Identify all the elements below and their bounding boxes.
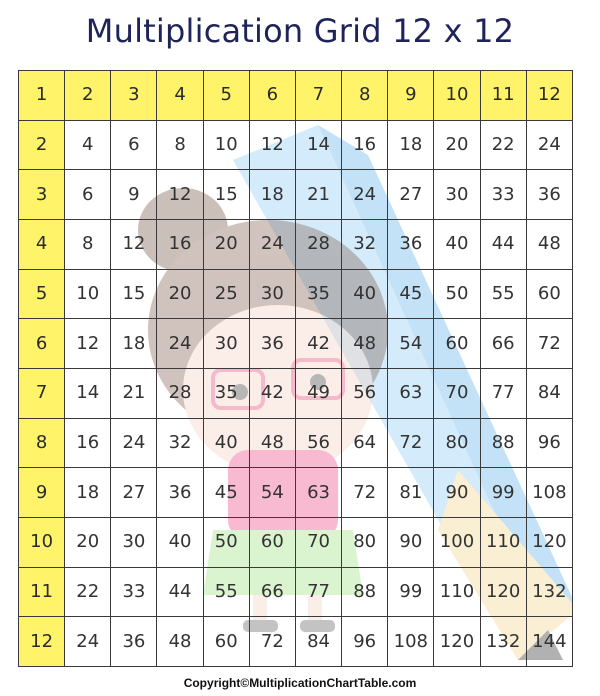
product-cell: 40 <box>157 517 203 567</box>
product-cell: 15 <box>203 170 249 220</box>
product-cell: 40 <box>342 269 388 319</box>
product-cell: 40 <box>203 418 249 468</box>
header-cell: 11 <box>19 567 65 617</box>
grid-row <box>19 170 573 220</box>
product-cell: 64 <box>342 418 388 468</box>
product-cell: 18 <box>249 170 295 220</box>
product-cell: 18 <box>65 468 111 518</box>
product-cell: 44 <box>480 219 526 269</box>
product-cell: 14 <box>65 368 111 418</box>
product-cell: 20 <box>203 219 249 269</box>
product-cell: 20 <box>157 269 203 319</box>
header-cell: 3 <box>111 71 157 121</box>
header-cell: 3 <box>19 170 65 220</box>
product-cell: 70 <box>295 517 341 567</box>
product-cell: 99 <box>480 468 526 518</box>
product-cell: 88 <box>480 418 526 468</box>
multiplication-grid <box>18 70 573 667</box>
product-cell: 48 <box>526 219 572 269</box>
product-cell: 42 <box>249 368 295 418</box>
product-cell: 50 <box>434 269 480 319</box>
product-cell: 72 <box>249 617 295 667</box>
grid-row <box>19 517 573 567</box>
product-cell: 30 <box>111 517 157 567</box>
product-cell: 96 <box>526 418 572 468</box>
product-cell: 10 <box>203 120 249 170</box>
product-cell: 72 <box>388 418 434 468</box>
header-cell: 4 <box>157 71 203 121</box>
product-cell: 20 <box>434 120 480 170</box>
product-cell: 12 <box>111 219 157 269</box>
product-cell: 8 <box>157 120 203 170</box>
product-cell: 45 <box>203 468 249 518</box>
product-cell: 63 <box>295 468 341 518</box>
product-cell: 110 <box>434 567 480 617</box>
product-cell: 108 <box>388 617 434 667</box>
header-cell: 10 <box>19 517 65 567</box>
product-cell: 84 <box>526 368 572 418</box>
grid-row <box>19 319 573 369</box>
product-cell: 63 <box>388 368 434 418</box>
product-cell: 4 <box>65 120 111 170</box>
grid-row <box>19 219 573 269</box>
product-cell: 25 <box>203 269 249 319</box>
product-cell: 9 <box>111 170 157 220</box>
product-cell: 30 <box>249 269 295 319</box>
product-cell: 18 <box>111 319 157 369</box>
product-cell: 12 <box>249 120 295 170</box>
header-cell: 7 <box>19 368 65 418</box>
header-cell: 2 <box>65 71 111 121</box>
product-cell: 36 <box>157 468 203 518</box>
product-cell: 35 <box>295 269 341 319</box>
product-cell: 24 <box>249 219 295 269</box>
product-cell: 60 <box>203 617 249 667</box>
product-cell: 44 <box>157 567 203 617</box>
product-cell: 48 <box>249 418 295 468</box>
header-cell: 10 <box>434 71 480 121</box>
product-cell: 50 <box>203 517 249 567</box>
product-cell: 24 <box>526 120 572 170</box>
product-cell: 24 <box>65 617 111 667</box>
product-cell: 21 <box>295 170 341 220</box>
product-cell: 55 <box>480 269 526 319</box>
product-cell: 77 <box>295 567 341 617</box>
product-cell: 70 <box>434 368 480 418</box>
product-cell: 12 <box>157 170 203 220</box>
product-cell: 81 <box>388 468 434 518</box>
product-cell: 45 <box>388 269 434 319</box>
product-cell: 30 <box>434 170 480 220</box>
product-cell: 22 <box>480 120 526 170</box>
header-cell: 2 <box>19 120 65 170</box>
product-cell: 84 <box>295 617 341 667</box>
header-cell: 5 <box>19 269 65 319</box>
product-cell: 36 <box>388 219 434 269</box>
product-cell: 27 <box>111 468 157 518</box>
product-cell: 120 <box>434 617 480 667</box>
product-cell: 49 <box>295 368 341 418</box>
product-cell: 21 <box>111 368 157 418</box>
product-cell: 56 <box>295 418 341 468</box>
header-cell: 11 <box>480 71 526 121</box>
header-cell: 6 <box>249 71 295 121</box>
product-cell: 36 <box>249 319 295 369</box>
product-cell: 16 <box>65 418 111 468</box>
product-cell: 66 <box>480 319 526 369</box>
grid-row <box>19 567 573 617</box>
product-cell: 8 <box>65 219 111 269</box>
product-cell: 120 <box>526 517 572 567</box>
product-cell: 144 <box>526 617 572 667</box>
header-cell: 7 <box>295 71 341 121</box>
header-cell: 9 <box>388 71 434 121</box>
product-cell: 60 <box>249 517 295 567</box>
grid-row <box>19 468 573 518</box>
grid-table <box>18 70 573 667</box>
product-cell: 24 <box>157 319 203 369</box>
product-cell: 90 <box>388 517 434 567</box>
product-cell: 33 <box>111 567 157 617</box>
grid-row <box>19 368 573 418</box>
page-title: Multiplication Grid 12 x 12 <box>85 12 515 50</box>
product-cell: 96 <box>342 617 388 667</box>
product-cell: 27 <box>388 170 434 220</box>
product-cell: 33 <box>480 170 526 220</box>
product-cell: 40 <box>434 219 480 269</box>
header-cell: 9 <box>19 468 65 518</box>
grid-row <box>19 269 573 319</box>
product-cell: 120 <box>480 567 526 617</box>
product-cell: 77 <box>480 368 526 418</box>
product-cell: 80 <box>342 517 388 567</box>
product-cell: 18 <box>388 120 434 170</box>
product-cell: 60 <box>526 269 572 319</box>
header-cell: 1 <box>19 71 65 121</box>
grid-row <box>19 120 573 170</box>
product-cell: 55 <box>203 567 249 617</box>
product-cell: 48 <box>157 617 203 667</box>
product-cell: 36 <box>526 170 572 220</box>
product-cell: 20 <box>65 517 111 567</box>
product-cell: 24 <box>342 170 388 220</box>
product-cell: 32 <box>157 418 203 468</box>
product-cell: 80 <box>434 418 480 468</box>
product-cell: 16 <box>342 120 388 170</box>
product-cell: 36 <box>111 617 157 667</box>
product-cell: 60 <box>434 319 480 369</box>
header-cell: 4 <box>19 219 65 269</box>
header-cell: 12 <box>19 617 65 667</box>
product-cell: 28 <box>157 368 203 418</box>
product-cell: 99 <box>388 567 434 617</box>
header-cell: 12 <box>526 71 572 121</box>
product-cell: 108 <box>526 468 572 518</box>
product-cell: 54 <box>388 319 434 369</box>
product-cell: 66 <box>249 567 295 617</box>
product-cell: 10 <box>65 269 111 319</box>
product-cell: 15 <box>111 269 157 319</box>
product-cell: 56 <box>342 368 388 418</box>
product-cell: 88 <box>342 567 388 617</box>
product-cell: 6 <box>111 120 157 170</box>
product-cell: 6 <box>65 170 111 220</box>
product-cell: 24 <box>111 418 157 468</box>
product-cell: 48 <box>342 319 388 369</box>
product-cell: 28 <box>295 219 341 269</box>
product-cell: 32 <box>342 219 388 269</box>
product-cell: 100 <box>434 517 480 567</box>
product-cell: 12 <box>65 319 111 369</box>
header-cell: 8 <box>342 71 388 121</box>
product-cell: 90 <box>434 468 480 518</box>
product-cell: 54 <box>249 468 295 518</box>
product-cell: 72 <box>342 468 388 518</box>
product-cell: 16 <box>157 219 203 269</box>
header-cell: 8 <box>19 418 65 468</box>
product-cell: 132 <box>526 567 572 617</box>
product-cell: 110 <box>480 517 526 567</box>
product-cell: 30 <box>203 319 249 369</box>
grid-row <box>19 617 573 667</box>
product-cell: 72 <box>526 319 572 369</box>
product-cell: 42 <box>295 319 341 369</box>
grid-row <box>19 71 573 121</box>
header-cell: 5 <box>203 71 249 121</box>
product-cell: 35 <box>203 368 249 418</box>
product-cell: 22 <box>65 567 111 617</box>
product-cell: 132 <box>480 617 526 667</box>
grid-row <box>19 418 573 468</box>
product-cell: 14 <box>295 120 341 170</box>
copyright-text: Copyright©MultiplicationChartTable.com <box>183 676 417 690</box>
header-cell: 6 <box>19 319 65 369</box>
